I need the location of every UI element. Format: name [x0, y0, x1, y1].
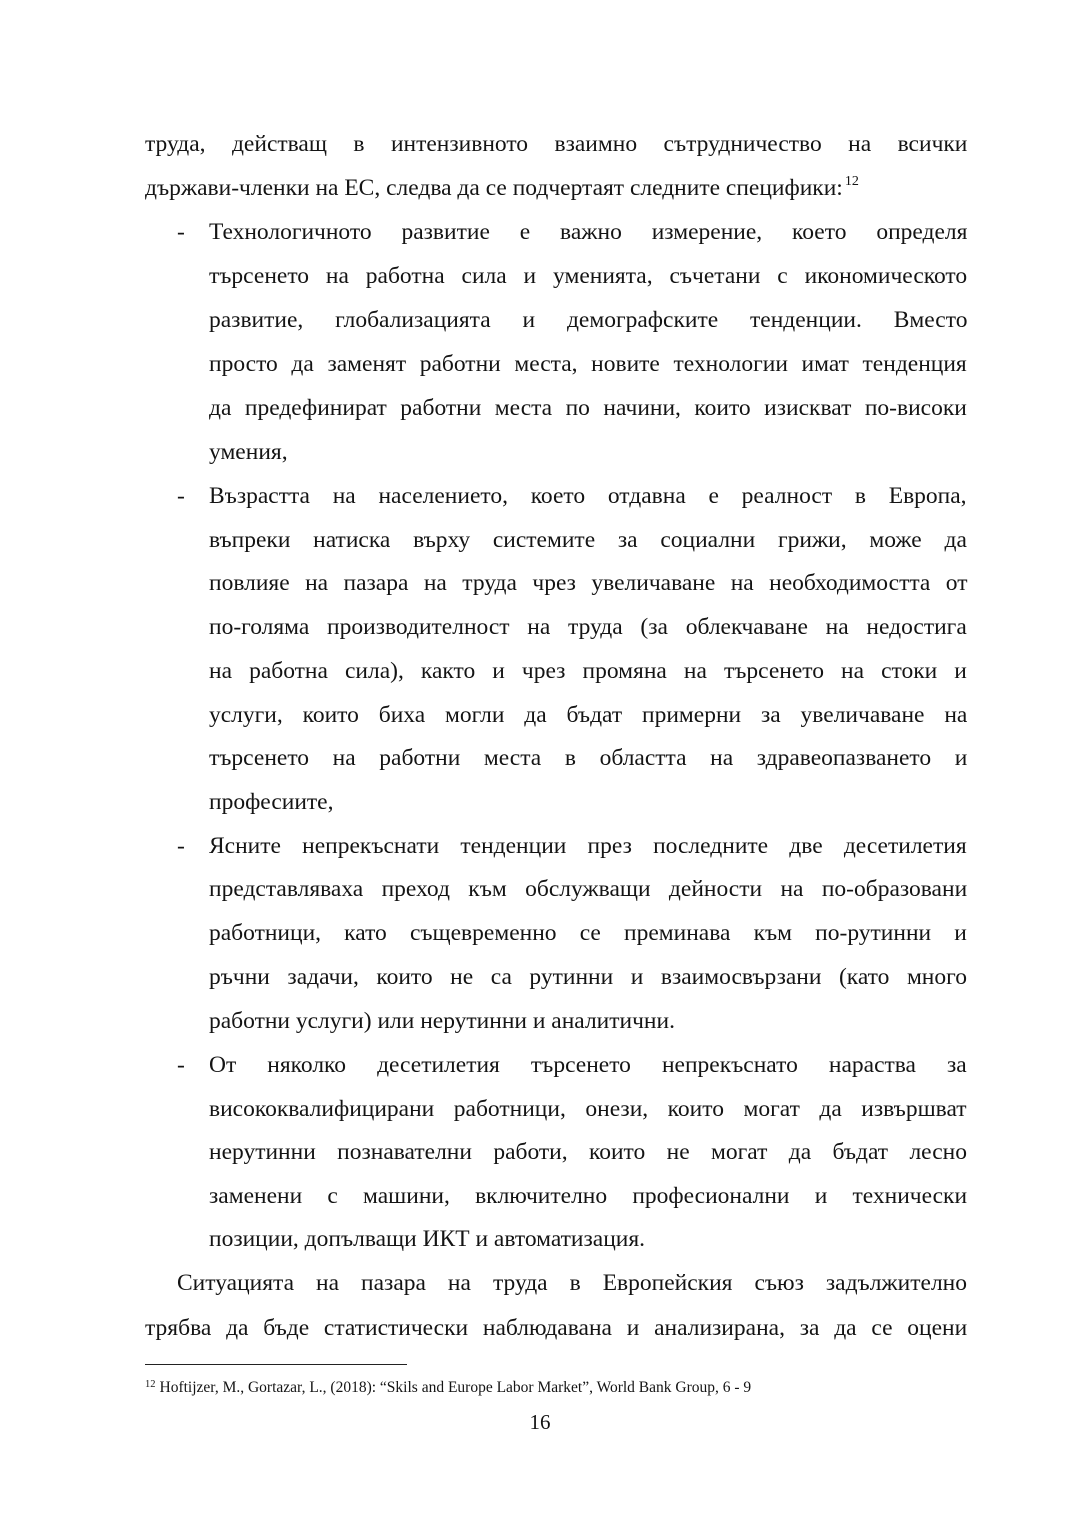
list-item-line: Технологичното развитие е важно измерение, което определя	[209, 219, 968, 245]
list-item-line: работници, като същевременно се преминава към по-рутинни и	[209, 920, 967, 946]
list-item-line: услуги, които биха могли да бъдат примерни за увеличаване на	[209, 702, 968, 728]
bullet-marker: -	[177, 1052, 185, 1078]
bullet-marker: -	[177, 833, 185, 859]
list-item-line: професиите,	[209, 789, 334, 815]
list-item-line: нерутинни познавателни работи, които не могат да бъдат лесно	[209, 1139, 967, 1165]
intro-line-1: труда, действащ в интензивното взаимно сътрудничество на всички	[145, 131, 968, 157]
list-item-line: работни услуги) или нерутинни и аналитични.	[209, 1008, 675, 1034]
closing-line-2: трябва да бъде статистически наблюдавана и анализирана, за да се оцени	[145, 1315, 968, 1341]
list-item-line: търсенето на работни места в областта на здравеопазването и	[209, 745, 968, 771]
closing-line-1: Ситуацията на пазара на труда в Европейския съюз задължително	[177, 1270, 967, 1296]
list-item-line: ръчни задачи, които не са рутинни и взаимосвързани (като много	[209, 964, 967, 990]
footnote-number: 12	[145, 1379, 156, 1390]
bullet-marker: -	[177, 219, 185, 245]
page-number: 16	[529, 1410, 551, 1434]
list-item-line: висококвалифицирани работници, онези, които могат да извършват	[209, 1096, 967, 1122]
list-item-line: въпреки натиска върху системите за социални грижи, може да	[209, 527, 967, 553]
footnote-ref: 12	[844, 174, 859, 189]
list-item-line: търсенето на работна сила и уменията, съчетани с икономическото	[209, 263, 968, 289]
list-item-line: на работна сила), както и чрез промяна на търсенето на стоки и	[209, 658, 967, 684]
footnote-divider	[145, 1364, 407, 1365]
footnote-text: Hoftijzer, M., Gortazar, L., (2018): “Skils and Europe Labor Market”, World Bank Group, 6 - 9	[159, 1379, 752, 1396]
list-item-line: да предефинират работни места по начини, които изискват по-високи	[209, 395, 967, 421]
list-item-line: позиции, допълващи ИКТ и автоматизация.	[209, 1226, 646, 1252]
list-item-line: Възрастта на населението, което отдавна е реалност в Европа,	[209, 483, 967, 509]
list-item-line: заменени с машини, включително професионални и технически	[209, 1183, 968, 1209]
footnote	[145, 1378, 967, 1400]
intro-line-2-text: държави-членки на ЕС, следва да се подчертаят следните специфики:	[145, 175, 843, 201]
list-item-line: представляваха преход към обслужващи дейности на по-образовани	[209, 876, 968, 902]
list-item-line: по-голяма производителност на труда (за облекчаване на недостига	[209, 614, 967, 640]
intro-line-2	[145, 173, 967, 203]
list-item-line: умения,	[209, 439, 288, 465]
list-item-line: повлияе на пазара на труда чрез увеличаване на необходимостта от	[209, 570, 968, 596]
list-item-line: Ясните непрекъснати тенденции през последните две десетилетия	[209, 833, 967, 859]
list-item-line: От няколко десетилетия търсенето непрекъснато нараства за	[209, 1052, 967, 1078]
list-item-line: просто да заменят работни места, новите технологии имат тенденция	[209, 351, 967, 377]
list-item-line: развитие, глобализацията и демографските тенденции. Вместо	[209, 307, 968, 333]
bullet-marker: -	[177, 483, 185, 509]
